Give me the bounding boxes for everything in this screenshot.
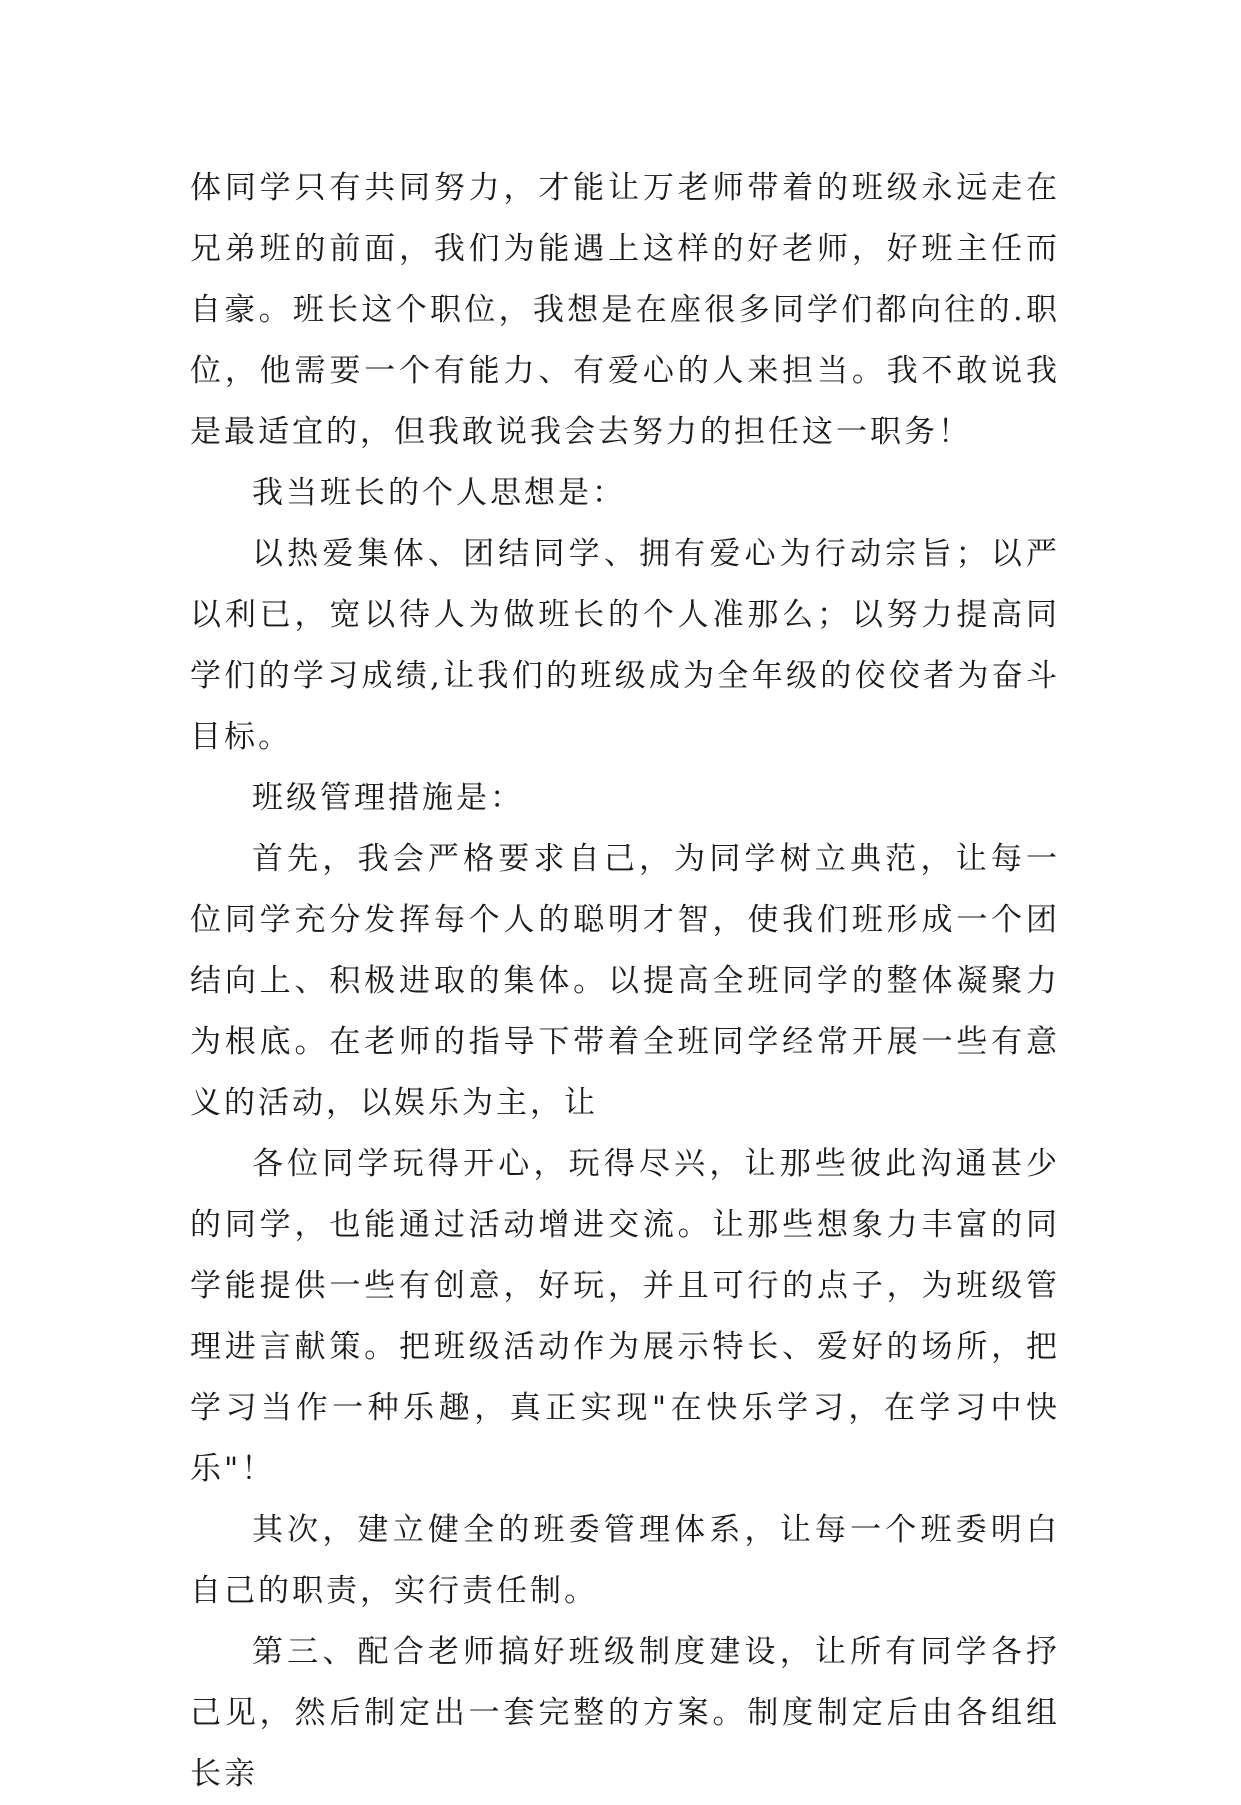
paragraph-2: 我当班长的个人思想是： [252, 475, 626, 511]
paragraph-8: 第三、配合老师搞好班级制度建设，让所有同学各抒己见，然后制定出一套完整的方案。制度制定后由各组组长亲 [190, 1634, 1060, 1792]
paragraph-1: 体同学只有共同努力，才能让万老师带着的班级永远走在兄弟班的前面，我们为能遇上这样的好老师，好班主任而自豪。班长这个职位，我想是在座很多同学们都向往的.职位，他需要一个有能力、有爱心的人来担当。我不敢说我是最适宜的，但我敢说我会去努力的担任这一职务！ [190, 170, 1060, 450]
paragraph-6: 各位同学玩得开心，玩得尽兴，让那些彼此沟通甚少的同学，也能通过活动增进交流。让那些想象力丰富的同学能提供一些有创意，好玩，并且可行的点子，为班级管理进言献策。把班级活动作为展示特长、爱好的场所，把学习当作一种乐趣，真正实现"在快乐学习，在学习中快乐"！ [190, 1146, 1060, 1487]
paragraph-5: 首先，我会严格要求自己，为同学树立典范，让每一位同学充分发挥每个人的聪明才智，使我们班形成一个团结向上、积极进取的集体。以提高全班同学的整体凝聚力为根底。在老师的指导下带着全班同学经常开展一些有意义的活动，以娱乐为主，让 [190, 841, 1060, 1121]
paragraph-4: 班级管理措施是： [252, 780, 524, 816]
paragraph-3: 以热爱集体、团结同学、拥有爱心为行动宗旨；以严以利已，宽以待人为做班长的个人准那么；以努力提高同学们的学习成绩,让我们的班级成为全年级的佼佼者为奋斗目标。 [190, 536, 1060, 755]
document-body [190, 158, 1060, 1805]
paragraph-7: 其次，建立健全的班委管理体系，让每一个班委明白自己的职责，实行责任制。 [190, 1512, 1060, 1609]
